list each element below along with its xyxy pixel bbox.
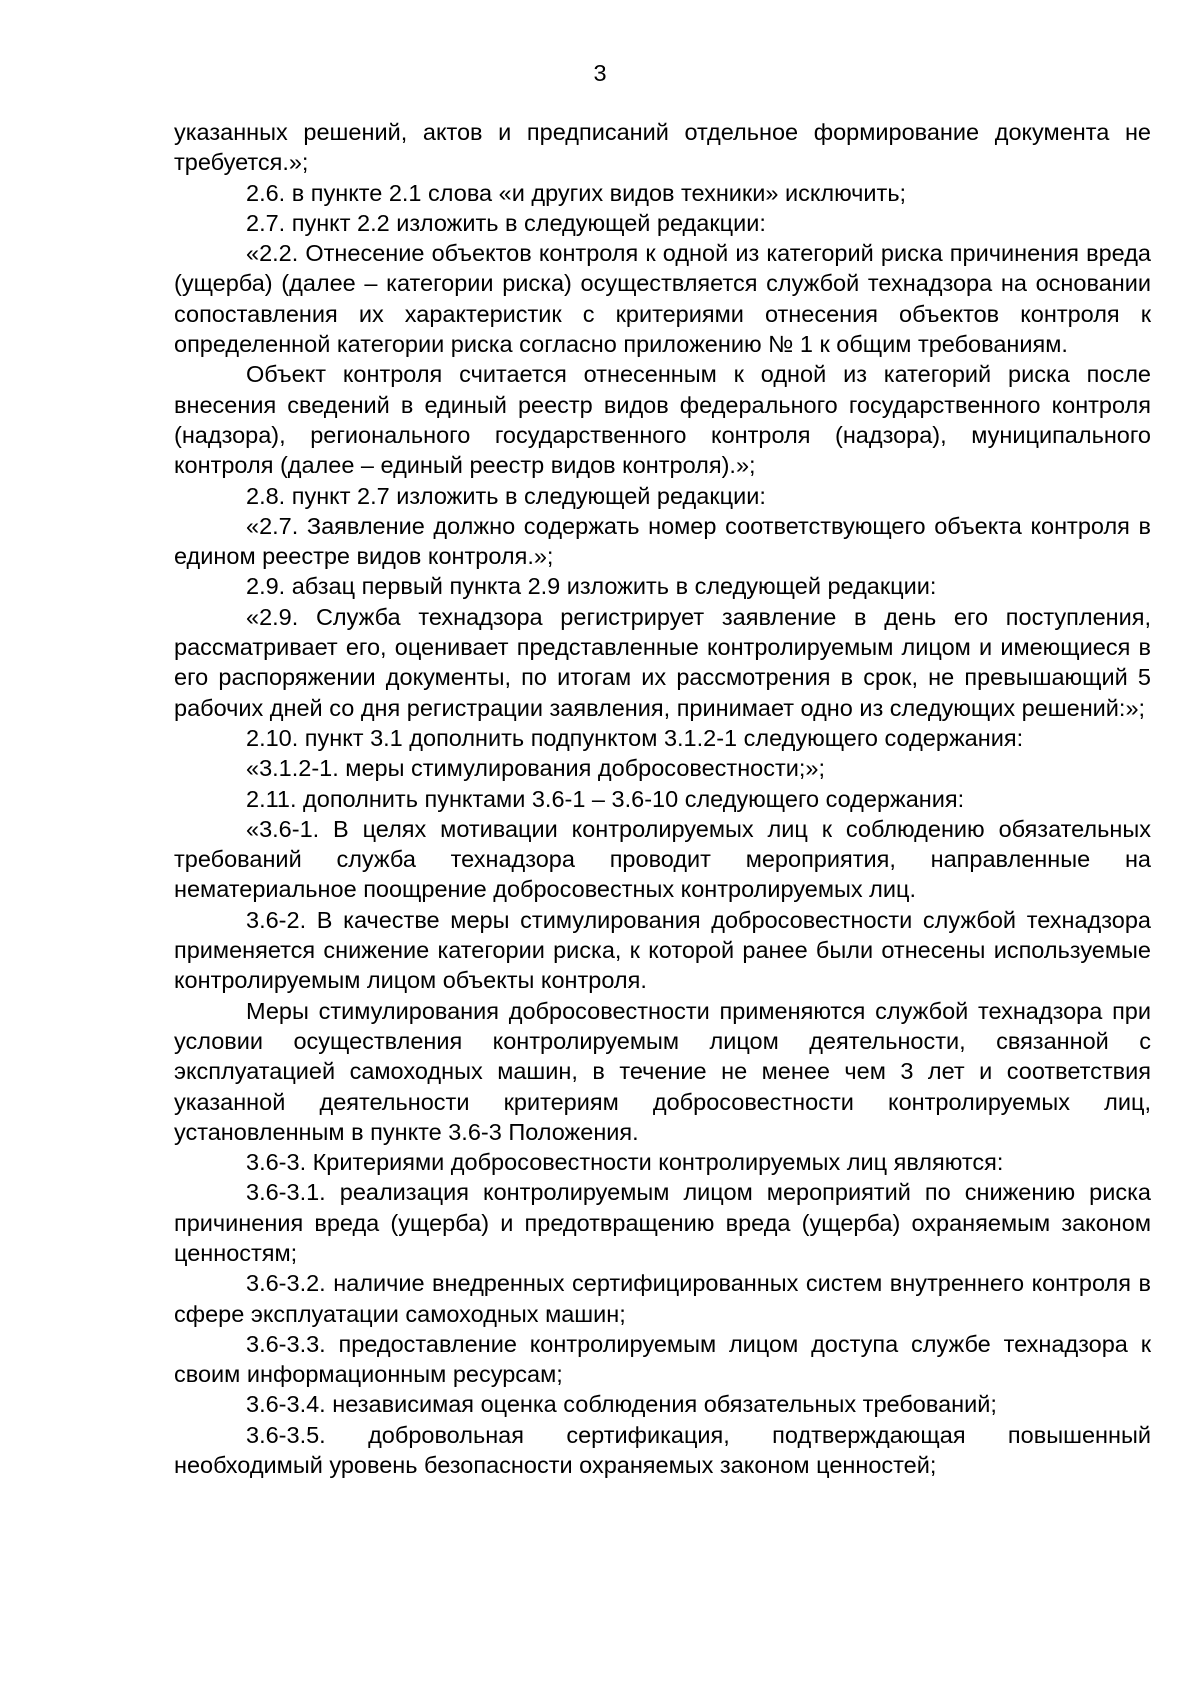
paragraph: «2.2. Отнесение объектов контроля к одной из категорий риска причинения вреда (ущерба) (далее – категории риска) осуществляется службой технадзора на основании сопоставления их характеристик с критериями отнесения объектов контроля к определенной категории риска согласно приложению № 1 к общим требованиям. [174,240,1151,358]
paragraph: 3.6-3.1. реализация контролируемым лицом мероприятий по снижению риска причинения вреда (ущерба) и предотвращению вреда (ущерба) охраняемым законом ценностям; [174,1179,1151,1266]
paragraph: 3.6-3. Критериями добросовестности контролируемых лиц являются: [246,1149,1004,1176]
page-number: 3 [593,60,607,86]
paragraph: «3.1.2-1. меры стимулирования добросовестности;»; [246,755,826,782]
paragraph: 2.10. пункт 3.1 дополнить подпунктом 3.1.2-1 следующего содержания: [246,724,1024,751]
paragraph: указанных решений, актов и предписаний отдельное формирование документа не требуется.»; [174,119,1151,176]
paragraph: 3.6-3.2. наличие внедренных сертифицированных систем внутреннего контроля в сфере эксплуатации самоходных машин; [174,1270,1151,1327]
paragraph: 2.11. дополнить пунктами 3.6-1 – 3.6-10 следующего содержания: [246,785,965,812]
paragraph: 3.6-3.5. добровольная сертификация, подтверждающая повышенный необходимый уровень безопасности охраняемых законом ценностей; [174,1421,1151,1479]
paragraph: 2.8. пункт 2.7 изложить в следующей редакции: [246,482,766,509]
paragraph: Объект контроля считается отнесенным к одной из категорий риска после внесения сведений в единый реестр видов федерального государственного контроля (надзора), регионального государственного контроля (надзора), муниципального контроля (далее – единый реестр видов контроля).»; [174,361,1151,479]
paragraph: 2.7. пункт 2.2 изложить в следующей редакции: [246,209,766,236]
paragraph: 2.9. абзац первый пункта 2.9 изложить в следующей редакции: [246,573,937,600]
paragraph: 3.6-3.4. независимая оценка соблюдения обязательных требований; [246,1391,997,1418]
paragraph: «2.7. Заявление должно содержать номер соответствующего объекта контроля в едином реестре видов контроля.»; [174,512,1151,570]
paragraph: «3.6-1. В целях мотивации контролируемых лиц к соблюдению обязательных требований служба технадзора проводит мероприятия, направленные на нематериальное поощрение добросовестных контролируемых лиц. [174,815,1151,903]
paragraph: 3.6-2. В качестве меры стимулирования добросовестности службой технадзора применяется снижение категории риска, к которой ранее были отнесены используемые контролируемым лицом объекты контроля. [174,906,1151,994]
document-body [174,117,1151,1480]
paragraph: «2.9. Служба технадзора регистрирует заявление в день его поступления, рассматривает его, оценивает представленные контролируемым лицом и имеющиеся в его распоряжении документы, по итогам их рассмотрения в срок, не превышающий 5 рабочих дней со дня регистрации заявления, принимает одно из следующих решений:»; [174,603,1151,721]
paragraph: 3.6-3.3. предоставление контролируемым лицом доступа службе технадзора к своим информационным ресурсам; [174,1330,1151,1388]
paragraph: Меры стимулирования добросовестности применяются службой технадзора при условии осуществления контролируемым лицом деятельности, связанной с эксплуатацией самоходных машин, в течение не менее чем 3 лет и соответствия указанной деятельности критериям добросовестности контролируемых лиц, установленным в пункте 3.6-3 Положения. [174,997,1151,1145]
paragraph: 2.6. в пункте 2.1 слова «и других видов техники» исключить; [246,179,907,206]
